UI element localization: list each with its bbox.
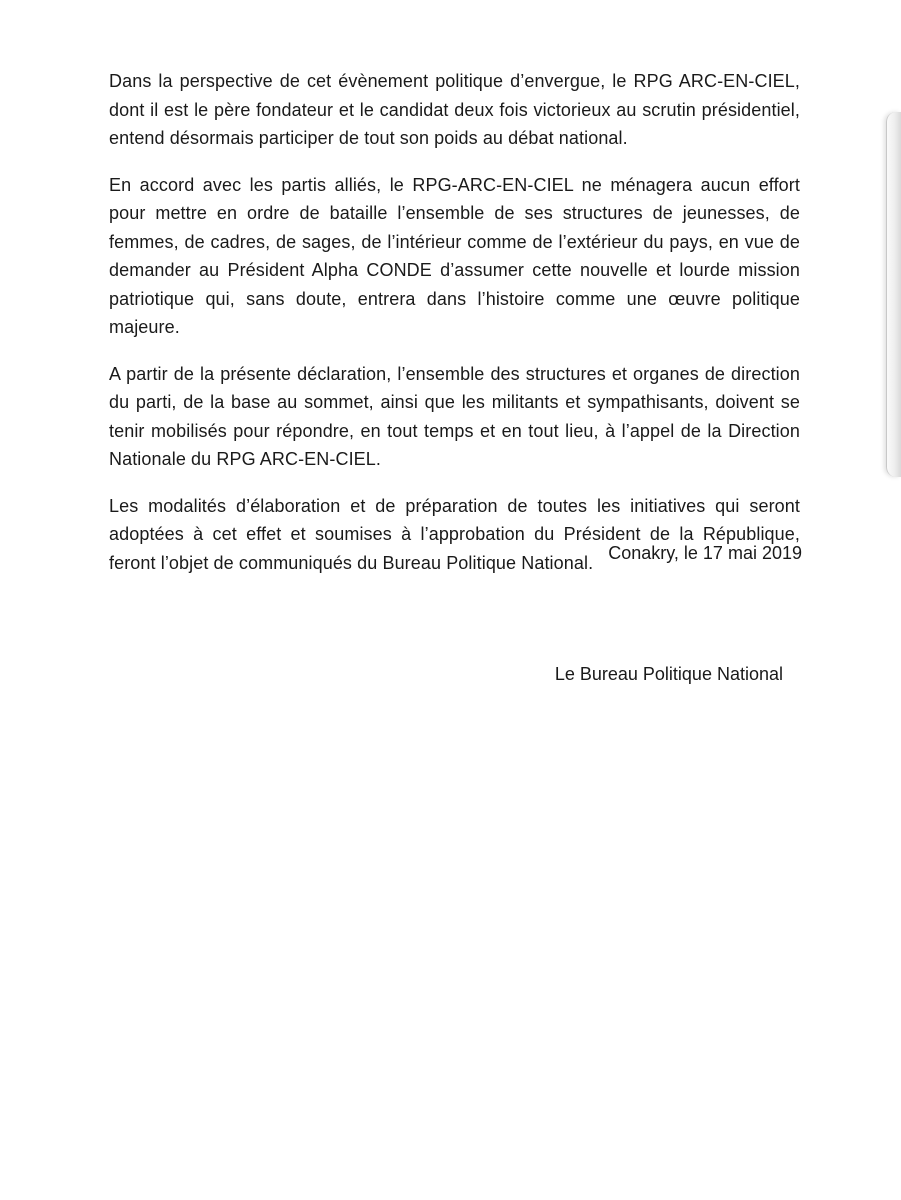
signature: Le Bureau Politique National [554,664,783,684]
scroll-handle[interactable] [886,112,901,477]
paragraph-1: Dans la perspective de cet évènement politique d’envergue, le RPG ARC-EN-CIEL, dont il est le père fondateur et le candidat deux fois victorieux au scrutin présidentiel, entend désormais participer de tout son poids au débat national. [109,71,800,148]
paragraph-3: A partir de la présente déclaration, l’ensemble des structures et organes de direction du parti, de la base au sommet, ainsi que les militants et sympathisants, doivent se tenir mobilisés pour répondre, en tout temps et en tout lieu, à l’appel de la Direction Nationale du RPG ARC-EN-CIEL. [109,363,800,469]
place-date: Conakry, le 17 mai 2019 [608,543,802,563]
paragraph-4: Les modalités d’élaboration et de préparation de toutes les initiatives qui seront adoptées à cet effet et soumises à l’approbation du Président de la République, feront l’objet de communiqués du Bureau Politique National. [109,495,800,573]
document-body [109,67,800,577]
paragraph-2: En accord avec les partis alliés, le RPG-ARC-EN-CIEL ne ménagera aucun effort pour mettre en ordre de bataille l’ensemble de ses structures de jeunesses, de femmes, de cadres, de sages, de l’intérieur comme de l’extérieur du pays, en vue de demander au Président Alpha CONDE d’assumer cette nouvelle et lourde mission patriotique qui, sans doute, entrera dans l’histoire comme une œuvre politique majeure. [109,174,800,337]
